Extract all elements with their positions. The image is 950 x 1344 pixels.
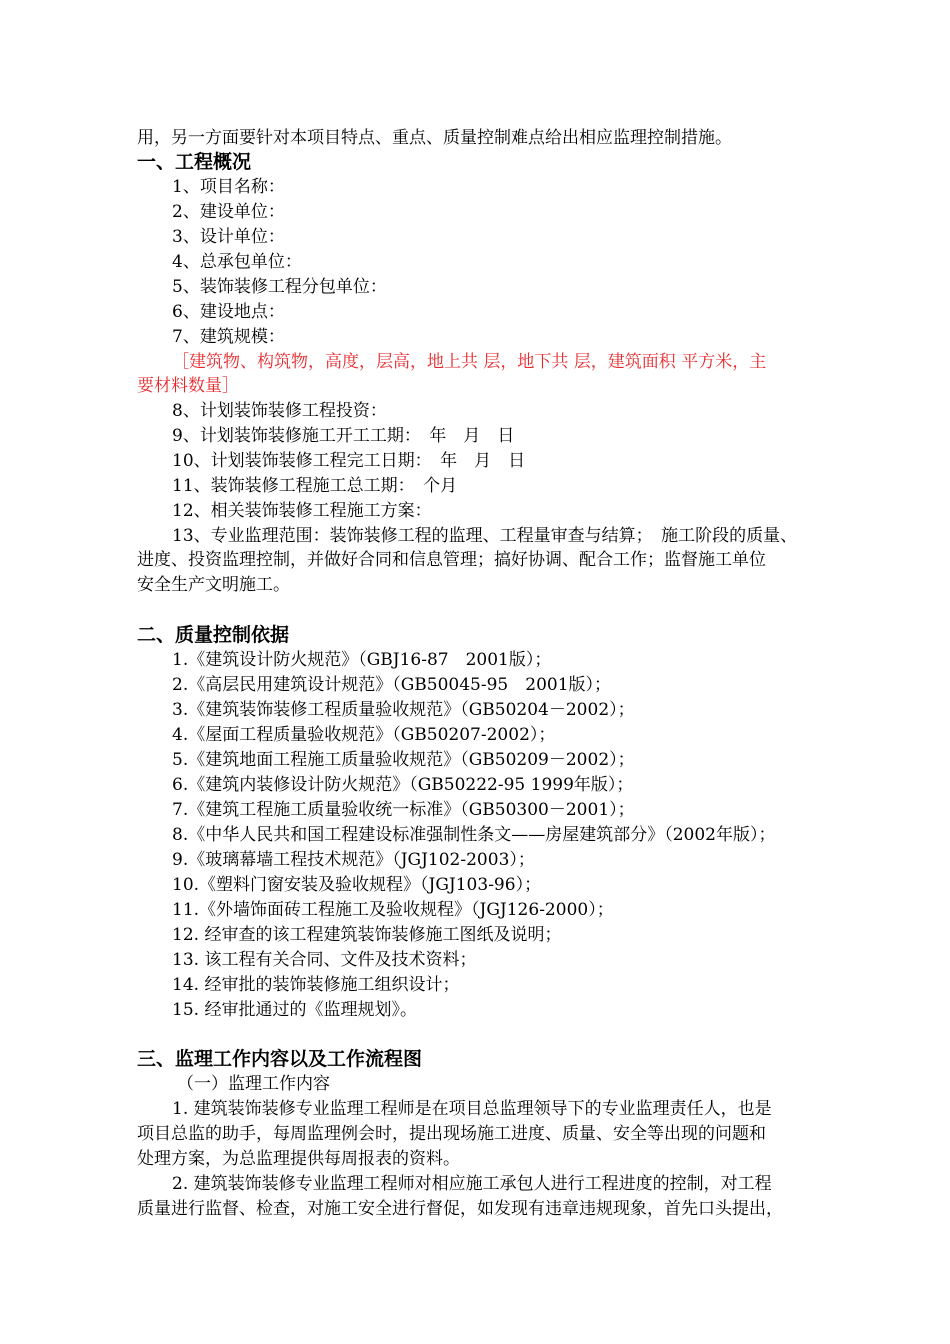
list-item: 10、计划装饰装修工程完工日期： 年 月 日	[172, 451, 526, 471]
list-item: 5、装饰装修工程分包单位：	[172, 277, 387, 297]
paragraph-line: 1. 建筑装饰装修专业监理工程师是在项目总监理领导下的专业监理责任人，也是	[172, 1099, 772, 1119]
list-item: 9、计划装饰装修施工开工工期： 年 月 日	[172, 426, 515, 446]
list-item: 12. 经审查的该工程建筑装饰装修施工图纸及说明；	[172, 925, 562, 945]
list-item: 14. 经审批的装饰装修施工组织设计；	[172, 975, 460, 995]
list-item: 9.《玻璃幕墙工程技术规范》（JGJ102-2003）；	[172, 850, 535, 870]
list-item: 2、建设单位：	[172, 202, 285, 222]
section2-heading: 二、质量控制依据	[137, 624, 290, 646]
list-item: 1、项目名称：	[172, 177, 285, 197]
list-item: 4、总承包单位：	[172, 252, 302, 272]
list-item: 7.《建筑工程施工质量验收统一标准》（GB50300－2001）；	[172, 800, 635, 820]
intro-tail: 用，另一方面要针对本项目特点、重点、质量控制难点给出相应监理控制措施。	[137, 128, 732, 148]
section1-heading: 一、工程概况	[137, 151, 252, 173]
paragraph-line: 处理方案，为总监理提供每周报表的资料。	[137, 1149, 460, 1169]
list-item: 11.《外墙饰面砖工程施工及验收规程》（JGJ126-2000）；	[172, 900, 614, 920]
list-item: 2.《高层民用建筑设计规范》（GB50045-95 2001版）；	[172, 675, 612, 695]
list-item: 1.《建筑设计防火规范》（GBJ16-87 2001版）；	[172, 650, 552, 670]
list-item: 11、装饰装修工程施工总工期： 个月	[172, 476, 458, 496]
list-item: 3、设计单位：	[172, 227, 285, 247]
list-item: 4.《屋面工程质量验收规范》（GB50207-2002）；	[172, 725, 556, 745]
list-item: 15. 经审批通过的《监理规划》。	[172, 1000, 417, 1020]
list-item: 3.《建筑装饰装修工程质量验收规范》（GB50204－2002）；	[172, 700, 635, 720]
paragraph-line: 质量进行监督、检查，对施工安全进行督促，如发现有违章违规现象，首先口头提出，	[137, 1199, 783, 1219]
list-item: 7、建筑规模：	[172, 327, 285, 347]
list-item: 6、建设地点：	[172, 302, 285, 322]
subheading: （一）监理工作内容	[177, 1074, 330, 1094]
paragraph-line: 项目总监的助手，每周监理例会时，提出现场施工进度、质量、安全等出现的问题和	[137, 1124, 766, 1144]
list-item: 10.《塑料门窗安装及验收规程》（JGJ103-96）；	[172, 875, 542, 895]
section3-heading: 三、监理工作内容以及工作流程图	[137, 1048, 423, 1070]
paragraph-line: 2. 建筑装饰装修专业监理工程师对相应施工承包人进行工程进度的控制，对工程	[172, 1174, 772, 1194]
list-item: 12、相关装饰装修工程施工方案：	[172, 501, 432, 521]
scale-note-line1: ［建筑物、构筑物，高度，层高，地上共 层，地下共 层，建筑面积 平方米，主	[172, 352, 767, 372]
list-item: 6.《建筑内装修设计防火规范》（GB50222-95 1999年版）；	[172, 775, 634, 795]
list-item: 5.《建筑地面工程施工质量验收规范》（GB50209－2002）；	[172, 750, 635, 770]
scale-note-line2: 要材料数量］	[137, 376, 239, 396]
scope-line3: 安全生产文明施工。	[137, 575, 290, 595]
scope-line2: 进度、投资监理控制，并做好合同和信息管理；搞好协调、配合工作；监督施工单位	[137, 550, 766, 570]
list-item: 8、计划装饰装修工程投资：	[172, 401, 387, 421]
list-item: 13. 该工程有关合同、文件及技术资料；	[172, 950, 477, 970]
list-item: 8.《中华人民共和国工程建设标准强制性条文——房屋建筑部分》（2002年版）；	[172, 825, 776, 845]
scope-line1: 13、专业监理范围：装饰装修工程的监理、工程量审查与结算； 施工阶段的质量、	[172, 526, 798, 546]
